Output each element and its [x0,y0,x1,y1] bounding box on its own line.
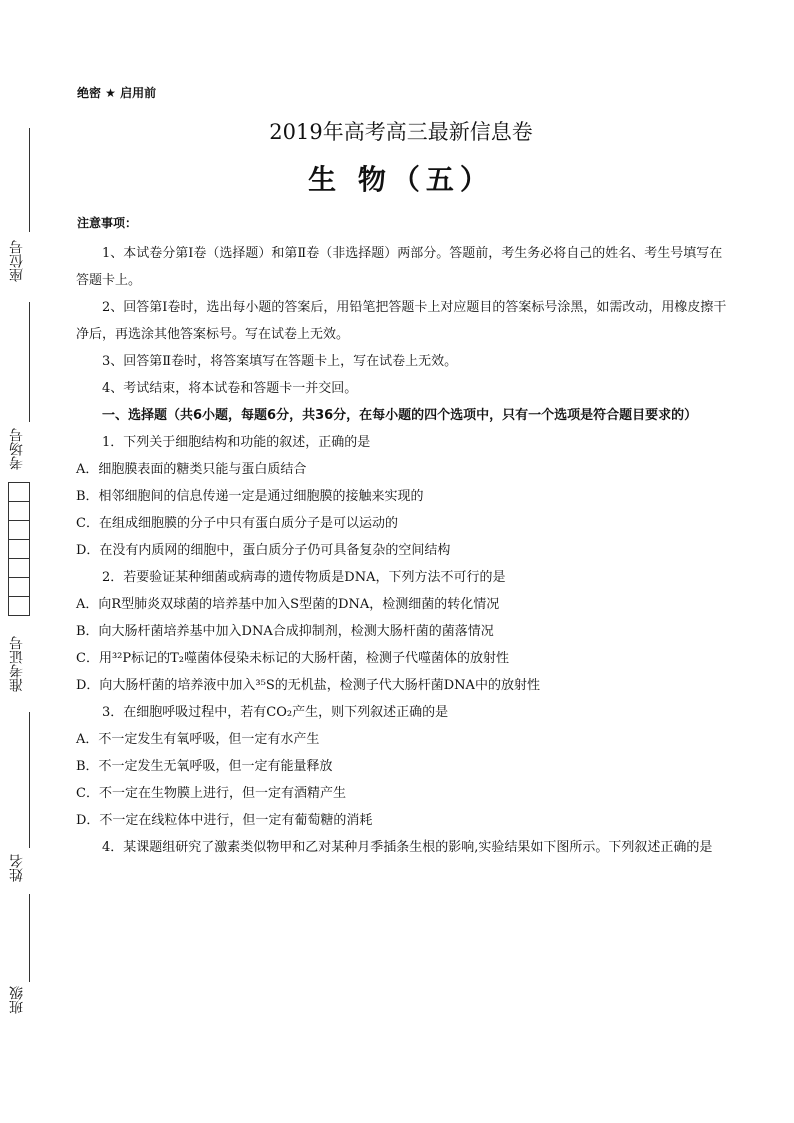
notice-item: 1、本试卷分第Ⅰ卷（选择题）和第Ⅱ卷（非选择题）两部分。答题前，考生务必将自己的姓名、考生号填写在答题卡上。 [76,246,723,288]
ticket-number-label: 准考证号 [9,636,25,692]
question-option: D．向大肠杆菌的培养液中加入³⁵S的无机盐，检测子代大肠杆菌DNA中的放射性 [76,678,540,693]
question-option: B．相邻细胞间的信息传递一定是通过细胞膜的接触来实现的 [76,489,424,504]
notice-item: 4、考试结束，将本试卷和答题卡一并交回。 [102,381,358,396]
question-option: B．不一定发生无氧呼吸，但一定有能量释放 [76,759,333,774]
question-option: A．向R型肺炎双球菌的培养基中加入S型菌的DNA，检测细菌的转化情况 [76,597,500,612]
margin-line [29,712,30,848]
margin-line [29,894,30,982]
question-option: A．不一定发生有氧呼吸，但一定有水产生 [76,732,320,747]
question-option: A．细胞膜表面的糖类只能与蛋白质结合 [76,462,307,477]
question-option: C．用³²P标记的T₂噬菌体侵染未标记的大肠杆菌，检测子代噬菌体的放射性 [76,651,509,666]
notice-heading: 注意事项： [77,216,138,230]
question-option: C．在组成细胞膜的分子中只有蛋白质分子是可以运动的 [76,516,398,531]
question-stem: 2．若要验证某种细菌或病毒的遗传物质是DNA，下列方法不可行的是 [102,570,506,585]
confidential-mark: 绝密 ★ 启用前 [77,86,157,100]
class-label: 班级 [9,986,25,1014]
margin-line [29,302,30,422]
margin-line [29,128,30,232]
question-stem: 4．某课题组研究了激素类似物甲和乙对某种月季插条生根的影响,实验结果如下图所示。下列叙述正确的是 [102,840,713,855]
question-option: D．在没有内质网的细胞中，蛋白质分子仍可具备复杂的空间结构 [76,543,451,558]
seat-number-label: 座位号 [9,240,25,282]
name-label: 姓名 [9,854,25,882]
question-option: C．不一定在生物膜上进行，但一定有酒精产生 [76,786,346,801]
question-option: B．向大肠杆菌培养基中加入DNA合成抑制剂，检测大肠杆菌的菌落情况 [76,624,494,639]
question-stem: 3．在细胞呼吸过程中，若有CO₂产生，则下列叙述正确的是 [102,705,449,720]
exam-room-label: 考场号 [9,428,25,470]
section-heading: 一、选择题（共6小题，每题6分，共36分，在每小题的四个选项中，只有一个选项是符合题目要求的） [102,408,698,423]
exam-content [76,240,727,861]
question-option: D．不一定在线粒体中进行，但一定有葡萄糖的消耗 [76,813,373,828]
question-stem: 1．下列关于细胞结构和功能的叙述，正确的是 [102,435,371,450]
notice-item: 2、回答第Ⅰ卷时，选出每小题的答案后，用铅笔把答题卡上对应题目的答案标号涂黑，如需改动，用橡皮擦干净后，再选涂其他答案标号。写在试卷上无效。 [76,300,727,342]
subject-title: 生 物（五） [308,163,494,196]
exam-title: 2019年高考高三最新信息卷 [269,120,533,144]
binding-margin [0,0,60,1123]
notice-item: 3、回答第Ⅱ卷时，将答案填写在答题卡上，写在试卷上无效。 [102,354,458,369]
ticket-number-boxes[interactable] [8,482,30,616]
